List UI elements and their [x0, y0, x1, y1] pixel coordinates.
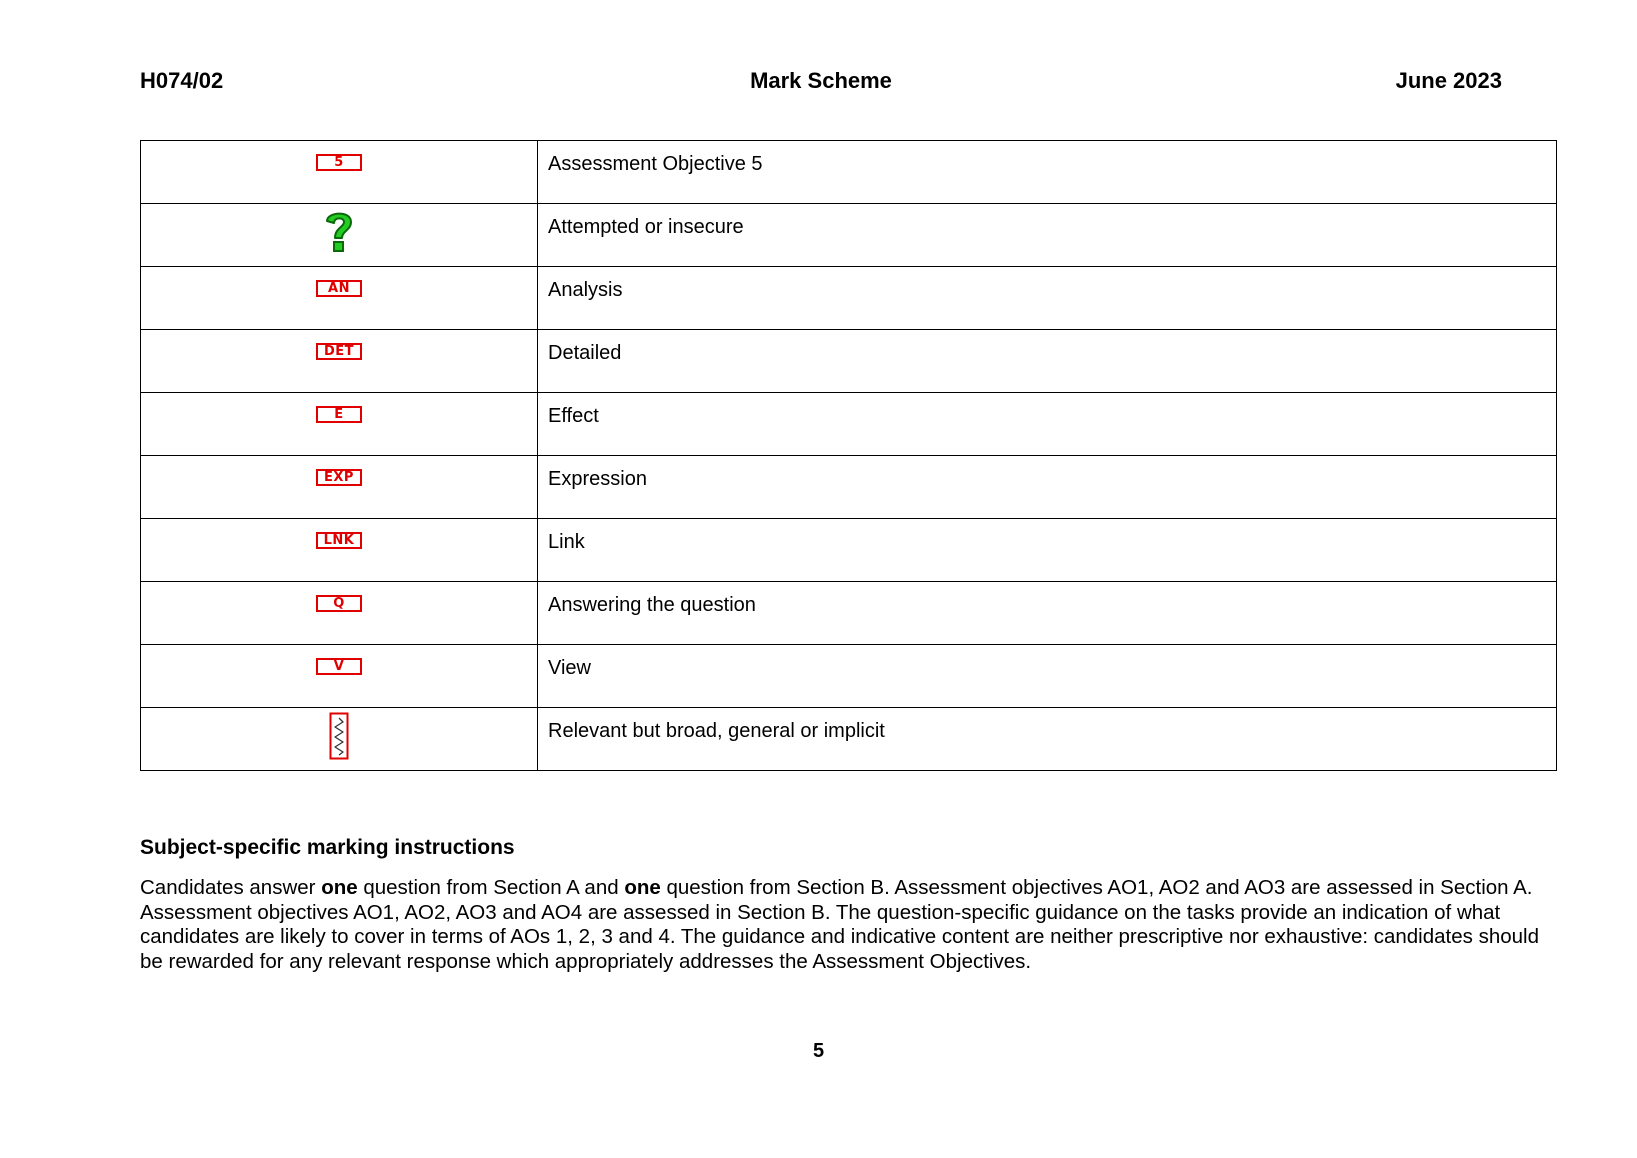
section-heading: Subject-specific marking instructions — [140, 836, 515, 859]
paragraph-text: Candidates answer — [140, 876, 322, 899]
view-stamp-icon: V — [316, 658, 362, 675]
icon-cell — [141, 204, 538, 267]
emphasis-text: one — [321, 876, 358, 899]
meaning-cell: Assessment Objective 5 — [538, 141, 1557, 204]
exam-date: June 2023 — [1395, 68, 1502, 93]
analysis-stamp-icon: AN — [316, 280, 362, 297]
instructions-paragraph — [140, 876, 1540, 974]
table-row — [141, 519, 1557, 582]
expression-stamp-icon: EXP — [316, 469, 362, 486]
icon-cell — [141, 393, 538, 456]
table-row — [141, 456, 1557, 519]
meaning-cell: Link — [538, 519, 1557, 582]
page-number: 5 — [812, 1040, 825, 1062]
table-row — [141, 393, 1557, 456]
meaning-cell: Detailed — [538, 330, 1557, 393]
icon-cell — [141, 141, 538, 204]
icon-cell — [141, 582, 538, 645]
meaning-cell: Expression — [538, 456, 1557, 519]
question-mark-icon — [319, 208, 359, 254]
meaning-cell: View — [538, 645, 1557, 708]
ao5-stamp-icon: 5 — [316, 154, 362, 171]
table-row — [141, 708, 1557, 771]
table-row — [141, 141, 1557, 204]
icon-cell — [141, 330, 538, 393]
table-row — [141, 645, 1557, 708]
question-stamp-icon: Q — [316, 595, 362, 612]
icon-cell — [141, 267, 538, 330]
detailed-stamp-icon: DET — [316, 343, 362, 360]
effect-stamp-icon: E — [316, 406, 362, 423]
link-stamp-icon: LNK — [316, 532, 362, 549]
page-header — [140, 68, 1502, 98]
wavy-line-icon — [329, 712, 349, 760]
paper-code: H074/02 — [140, 68, 224, 93]
meaning-cell: Answering the question — [538, 582, 1557, 645]
meaning-cell: Effect — [538, 393, 1557, 456]
table-row — [141, 582, 1557, 645]
meaning-cell: Relevant but broad, general or implicit — [538, 708, 1557, 771]
icon-cell — [141, 456, 538, 519]
table-row — [141, 330, 1557, 393]
document-title: Mark Scheme — [750, 68, 892, 93]
icon-cell — [141, 519, 538, 582]
paragraph-text: question from Section B. Assessment objectives AO1, AO2 and AO3 are assessed in Section A. Assessment objectives AO1, AO2, AO3 and AO4 are assessed in Section B. The question-specific guidance on the tasks provide an indication of what candidates are likely to cover in terms of AOs 1, 2, 3 and 4. The guidance and indicative content are neither prescriptive nor exhaustive: candidates should be rewarded for any relevant response which appropriately addresses the Assessment Objectives. — [140, 876, 1539, 973]
table-row — [141, 204, 1557, 267]
meaning-cell: Analysis — [538, 267, 1557, 330]
meaning-cell: Attempted or insecure — [538, 204, 1557, 267]
paragraph-text: question from Section A and — [357, 876, 625, 899]
icon-cell — [141, 708, 538, 771]
annotations-table — [140, 140, 1557, 771]
icon-cell — [141, 645, 538, 708]
table-row — [141, 267, 1557, 330]
emphasis-text: one — [624, 876, 661, 899]
